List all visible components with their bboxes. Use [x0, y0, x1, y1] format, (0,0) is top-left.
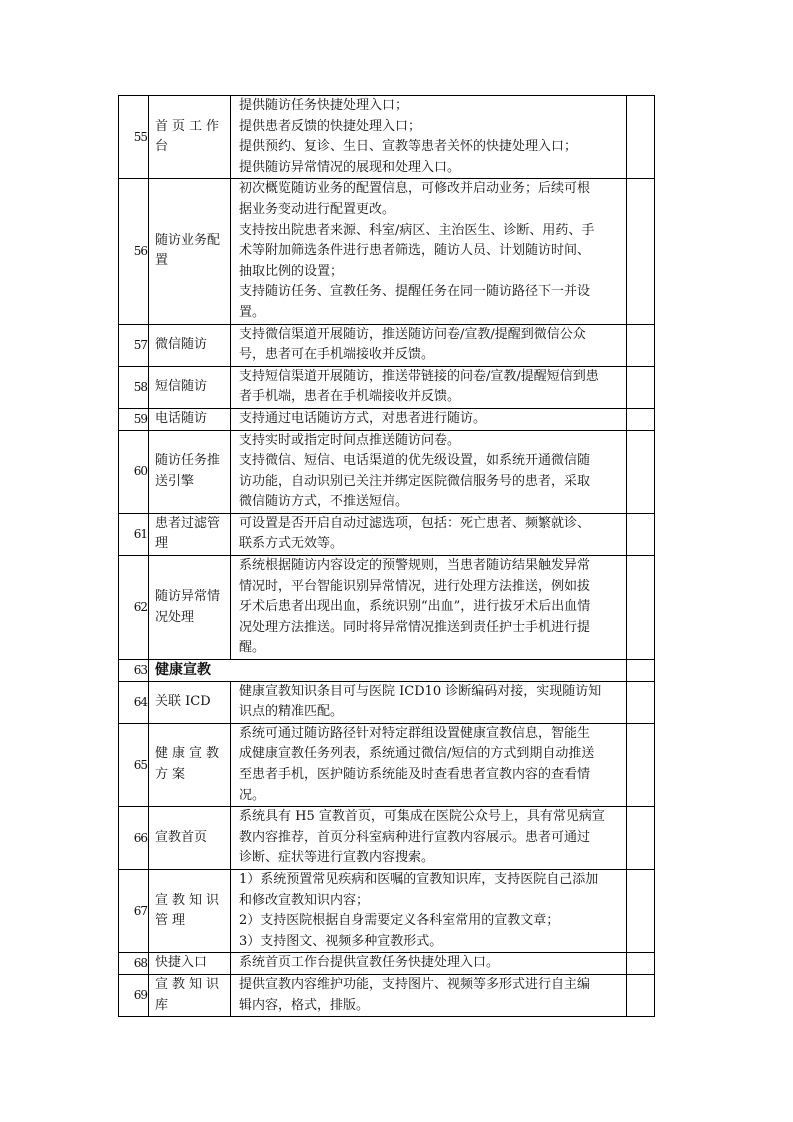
description-line: 系统首页工作台提供宣教任务快捷处理入口。 [239, 955, 500, 971]
table-row [119, 556, 655, 660]
description-line: 况。 [239, 787, 266, 803]
row-number: 62 [119, 556, 149, 660]
row-number: 61 [119, 513, 149, 555]
row-number: 69 [119, 974, 149, 1016]
remarks-cell [627, 974, 655, 1016]
table-row [119, 807, 655, 870]
description-line: 术等附加筛选条件进行患者筛选，随访人员、计划随访时间、 [239, 243, 591, 259]
description-line: 提供随访异常情况的展现和处理入口。 [239, 159, 461, 175]
description-line: 提供宣教内容维护功能，支持图片、视频等多形式进行自主编 [239, 976, 591, 992]
description-line: 置。 [239, 304, 266, 320]
feature-description [231, 324, 627, 366]
feature-name: 关联 ICD [149, 681, 231, 723]
feature-description [231, 807, 627, 870]
description-line: 支持实时或指定时间点推送随访问卷。 [239, 432, 461, 448]
remarks-cell [627, 366, 655, 408]
description-line: 支持随访任务、宣教任务、提醒任务在同一随访路径下一并设 [239, 284, 591, 300]
description-line: 支持微信渠道开展随访，推送随访问卷/宣教/提醒到微信公众 [239, 326, 586, 342]
row-number: 58 [119, 366, 149, 408]
remarks-cell [627, 96, 655, 179]
description-line: 者手机端，患者在手机端接收并反馈。 [239, 389, 461, 405]
table-row [119, 408, 655, 430]
description-line: 支持通过电话随访方式，对患者进行随访。 [239, 410, 487, 426]
feature-name: 宣教首页 [149, 807, 231, 870]
feature-description [231, 513, 627, 555]
remarks-cell [627, 953, 655, 975]
description-line: 系统根据随访内容设定的预警规则，当患者随访结果触发异常 [239, 558, 591, 574]
table-row [119, 366, 655, 408]
remarks-cell [627, 430, 655, 513]
description-line: 牙术后患者出现出血，系统识别“出血”，进行拔牙术后出血情 [239, 599, 591, 615]
description-line: 诊断、症状等进行宣教内容搜索。 [239, 850, 435, 866]
feature-name: 随访任务推送引擎 [149, 430, 231, 513]
description-line: 支持短信渠道开展随访，推送带链接的问卷/宣教/提醒短信到患 [239, 368, 599, 384]
description-line: 提供随访任务快捷处理入口； [239, 98, 409, 113]
feature-description [231, 974, 627, 1016]
row-number: 65 [119, 723, 149, 806]
remarks-cell [627, 869, 655, 952]
feature-name: 随访业务配置 [149, 179, 231, 324]
feature-description [231, 869, 627, 952]
description-line: 访功能，自动识别已关注并绑定医院微信服务号的患者，采取 [239, 473, 591, 489]
remarks-cell [627, 324, 655, 366]
feature-description [231, 681, 627, 723]
feature-description [231, 179, 627, 324]
feature-description [231, 96, 627, 179]
feature-description [231, 366, 627, 408]
feature-name: 电话随访 [149, 408, 231, 430]
remarks-cell [627, 723, 655, 806]
table-row [119, 869, 655, 952]
description-line: 联系方式无效等。 [239, 536, 344, 552]
feature-description [231, 430, 627, 513]
feature-description [231, 556, 627, 660]
feature-description [231, 408, 627, 430]
row-number: 60 [119, 430, 149, 513]
description-line: 微信随访方式，不推送短信。 [239, 494, 409, 510]
table-row [119, 179, 655, 324]
description-line: 抽取比例的设置； [239, 263, 344, 279]
description-line: 提供患者反馈的快捷处理入口； [239, 118, 422, 134]
feature-name: 短信随访 [149, 366, 231, 408]
row-number: 67 [119, 869, 149, 952]
description-line: 情况时，平台智能识别异常情况，进行处理方法推送，例如拔 [239, 578, 591, 594]
feature-name: 患者过滤管理 [149, 513, 231, 555]
feature-name: 首页工作台 [149, 96, 231, 179]
description-line: 成健康宣教任务列表，系统通过微信/短信的方式到期自动推送 [239, 746, 595, 762]
row-number: 56 [119, 179, 149, 324]
table-row [119, 96, 655, 179]
description-line: 至患者手机，医护随访系统能及时查看患者宣教内容的查看情 [239, 767, 591, 782]
feature-name: 健康宣教方案 [149, 723, 231, 806]
description-line: 识点的精准匹配。 [239, 704, 344, 720]
remarks-cell [627, 807, 655, 870]
description-line: 号，患者可在手机端接收并反馈。 [239, 347, 435, 363]
remarks-cell [627, 556, 655, 660]
description-line: 系统具有 H5 宣教首页，可集成在医院公众号上，具有常见病宣 [239, 809, 605, 825]
description-line: 3）支持图文、视频多种宣教形式。 [239, 933, 443, 949]
table-row [119, 324, 655, 366]
description-line: 醒。 [239, 640, 266, 656]
description-line: 提供预约、复诊、生日、宣教等患者关怀的快捷处理入口； [239, 139, 578, 155]
description-line: 可设置是否开启自动过滤选项，包括：死亡患者、频繁就诊、 [239, 515, 591, 531]
feature-name: 宣教知识管理 [149, 869, 231, 952]
description-line: 1）系统预置常见疾病和医嘱的宣教知识库，支持医院自己添加 [239, 871, 599, 887]
table-row [119, 723, 655, 806]
remarks-cell [627, 660, 655, 682]
table-row [119, 513, 655, 555]
description-line: 据业务变动进行配置更改。 [239, 201, 396, 217]
row-number: 64 [119, 681, 149, 723]
feature-name: 微信随访 [149, 324, 231, 366]
row-number: 66 [119, 807, 149, 870]
description-line: 系统可通过随访路径针对特定群组设置健康宣教信息，智能生 [239, 725, 591, 741]
description-line: 教内容推荐，首页分科室病种进行宣教内容展示。患者可通过 [239, 829, 591, 845]
remarks-cell [627, 681, 655, 723]
feature-description [231, 723, 627, 806]
table-row [119, 681, 655, 723]
feature-description [231, 953, 627, 975]
feature-name: 随访异常情况处理 [149, 556, 231, 660]
requirements-table [118, 95, 655, 1017]
row-number: 63 [119, 660, 149, 682]
remarks-cell [627, 513, 655, 555]
requirements-table-body [119, 96, 655, 1017]
description-line: 况处理方法推送。同时将异常情况推送到责任护士手机进行提 [239, 619, 591, 635]
row-number: 68 [119, 953, 149, 975]
feature-name: 宣教知识库 [149, 974, 231, 1016]
section-heading: 健康宣教 [149, 660, 627, 682]
description-line: 支持微信、短信、电话渠道的优先级设置，如系统开通微信随 [239, 453, 591, 469]
row-number: 59 [119, 408, 149, 430]
table-row [119, 953, 655, 975]
description-line: 2）支持医院根据自身需要定义各科室常用的宣教文章； [239, 913, 560, 929]
description-line: 健康宣教知识条目可与医院 ICD10 诊断编码对接，实现随访知 [239, 683, 602, 699]
description-line: 支持按出院患者来源、科室/病区、主治医生、诊断、用药、手 [239, 222, 595, 238]
remarks-cell [627, 408, 655, 430]
description-line: 初次概览随访业务的配置信息，可修改并启动业务；后续可根 [239, 181, 591, 197]
description-line: 辑内容，格式，排版。 [239, 997, 370, 1013]
remarks-cell [627, 179, 655, 324]
table-row [119, 974, 655, 1016]
section-row [119, 660, 655, 682]
row-number: 55 [119, 96, 149, 179]
row-number: 57 [119, 324, 149, 366]
feature-name: 快捷入口 [149, 953, 231, 975]
description-line: 和修改宣教知识内容； [239, 892, 370, 908]
table-row [119, 430, 655, 513]
